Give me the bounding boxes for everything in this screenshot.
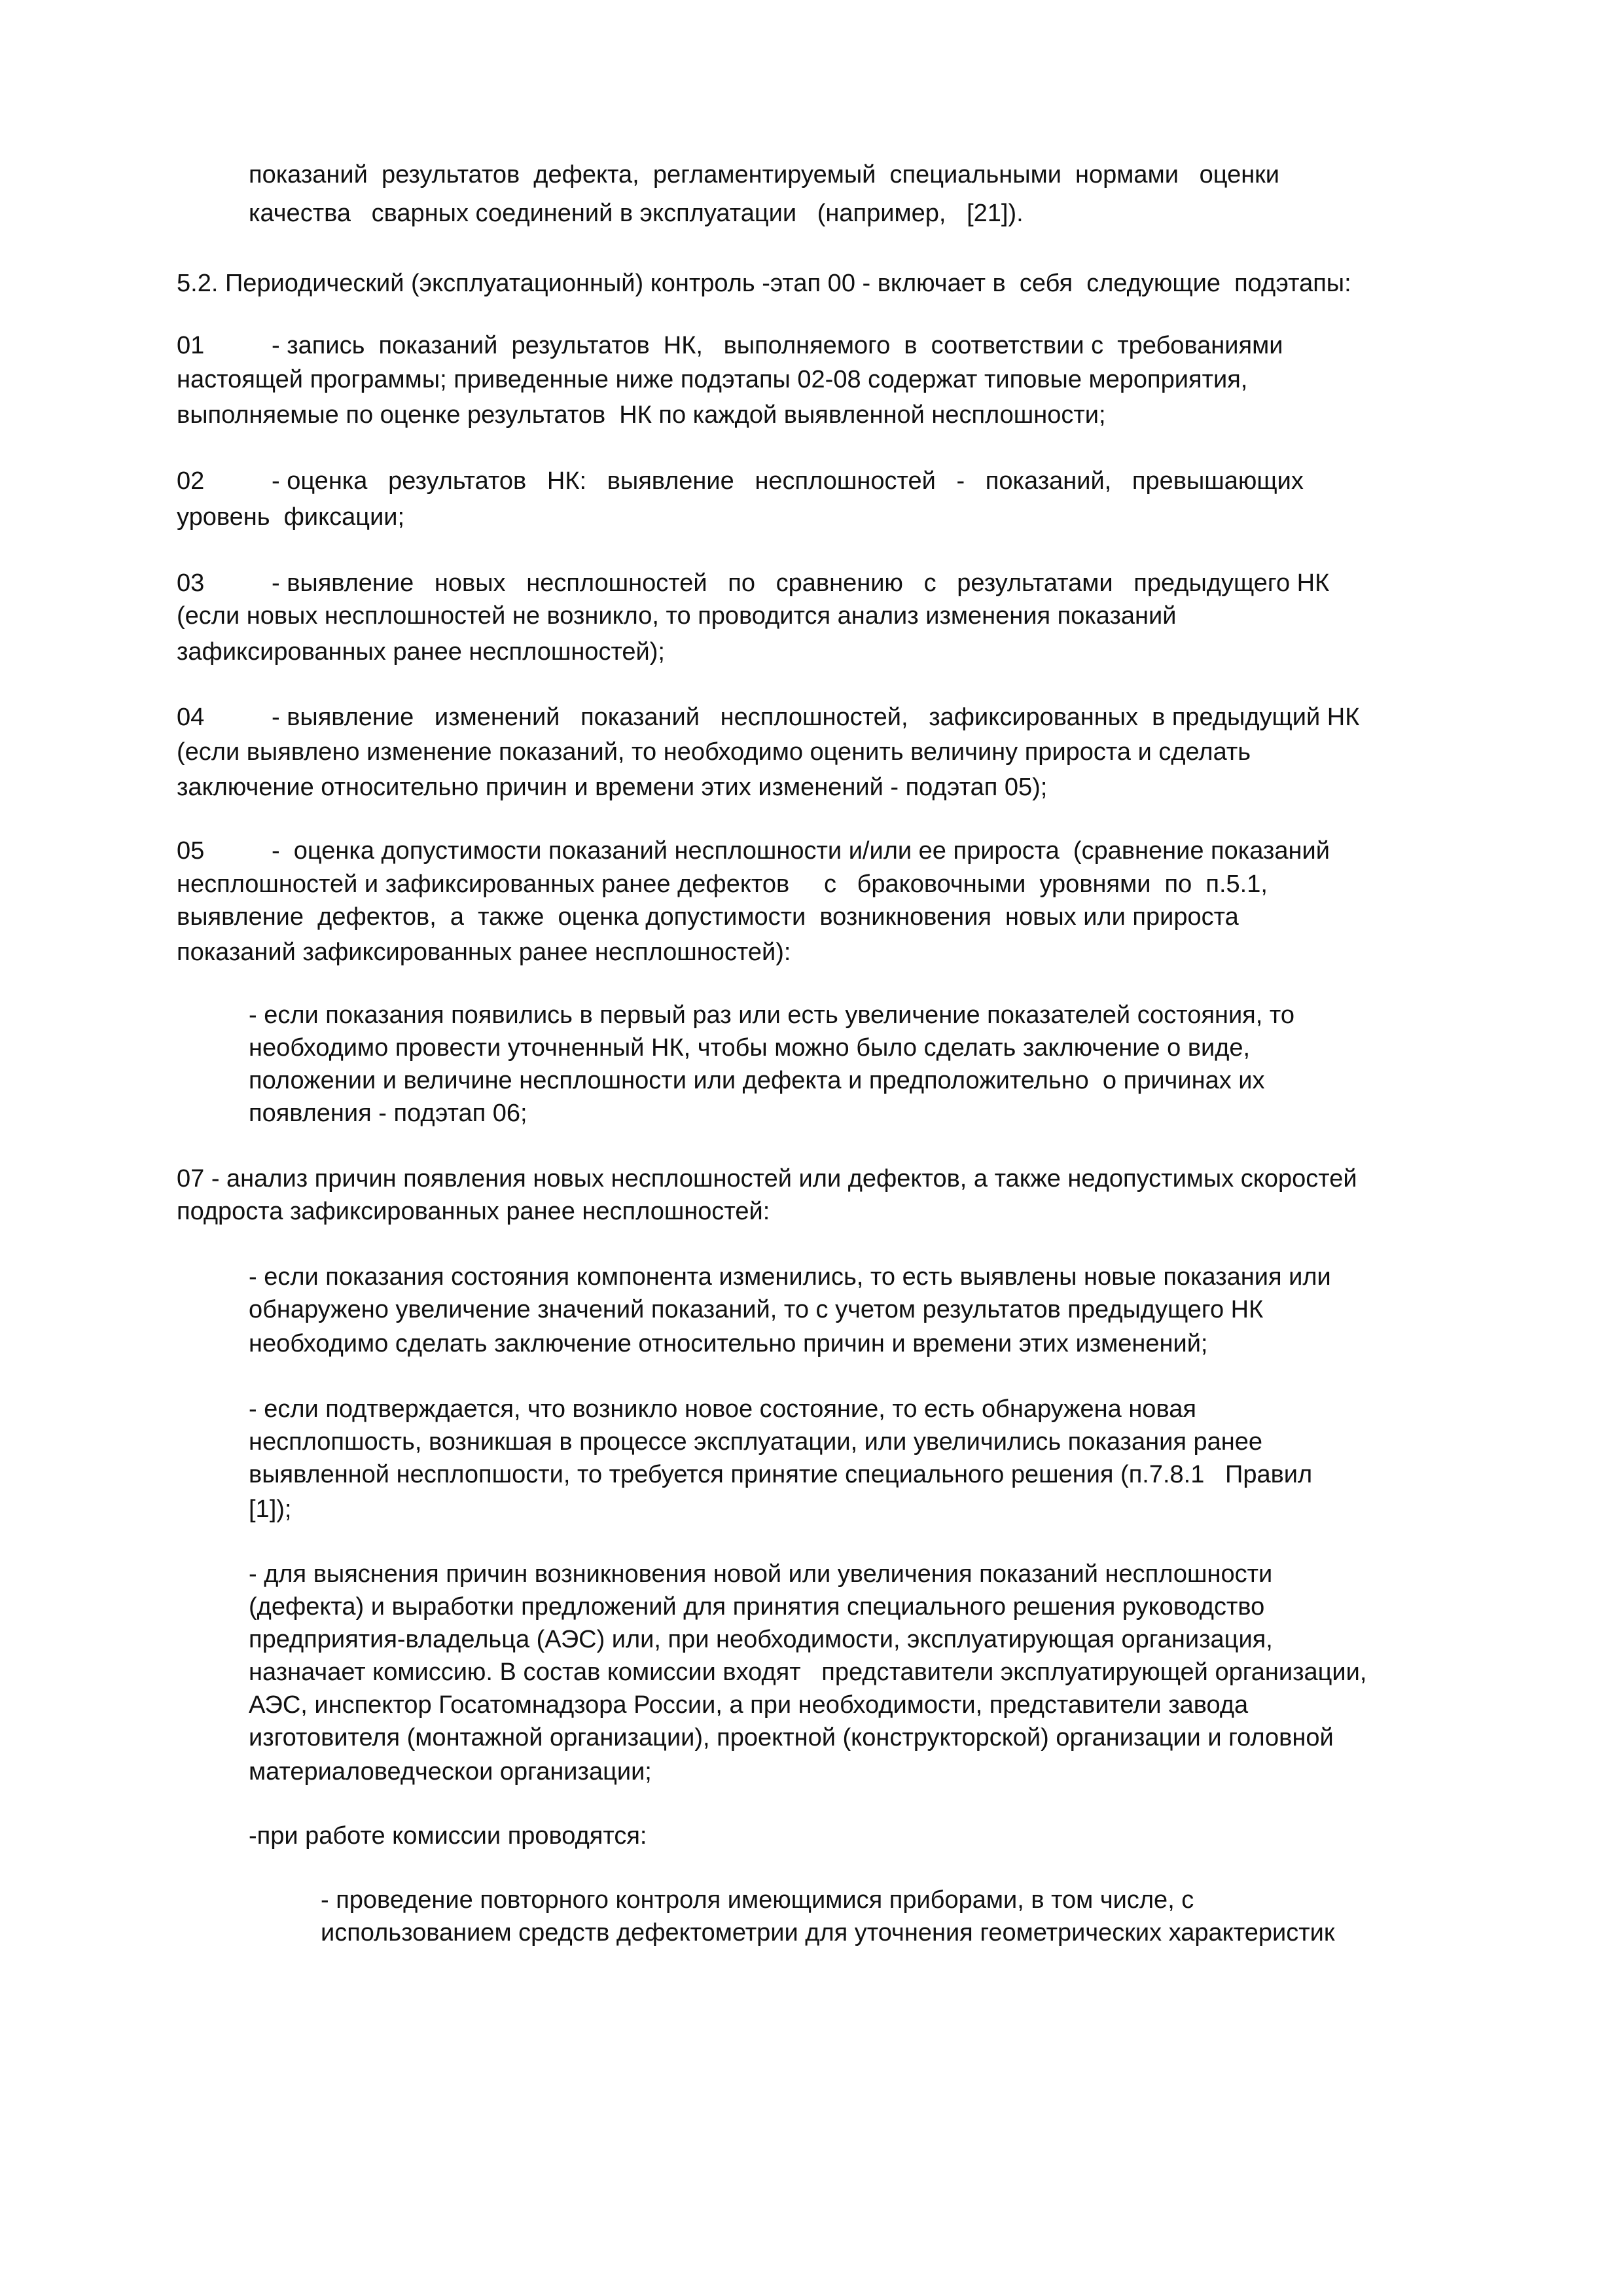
text-line: - выявление изменений показаний несплошностей, зафиксированных в предыдущий НК — [272, 704, 1360, 731]
text-line: выполняемые по оценке результатов НК по каждой выявленной несплошности; — [177, 401, 1106, 429]
text-line: (если выявлено изменение показаний, то необходимо оценить величину прироста и сделать — [177, 738, 1251, 766]
text-line: изготовителя (монтажной организации), проектной (конструкторской) организации и головной — [249, 1724, 1334, 1751]
text-line: (дефекта) и выработки предложений для принятия специального решения руководство — [249, 1593, 1265, 1621]
text-line: - оценка результатов НК: выявление несплошностей - показаний, превышающих — [272, 467, 1304, 495]
text-line: (если новых несплошностей не возникло, то проводится анализ изменения показаний — [177, 602, 1177, 630]
text-line: обнаружено увеличение значений показаний, то с учетом результатов предыдущего НК — [249, 1296, 1264, 1323]
item-number: 03 — [177, 569, 205, 597]
item-number: 01 — [177, 332, 205, 359]
text-line: необходимо сделать заключение относительно причин и времени этих изменений; — [249, 1330, 1208, 1357]
text-line: - если подтверждается, что возникло новое состояние, то есть обнаружена новая — [249, 1395, 1196, 1423]
text-line: подроста зафиксированных ранее несплошностей: — [177, 1198, 770, 1225]
text-line: предприятия-владельца (АЭС) или, при необходимости, эксплуатирующая организация, — [249, 1626, 1273, 1653]
item-number: 04 — [177, 704, 205, 731]
text-line: несплошностей и зафиксированных ранее дефектов с браковочными уровнями по п.5.1, — [177, 870, 1268, 898]
text-line: - выявление новых несплошностей по сравнению с результатами предыдущего НК — [272, 569, 1330, 597]
text-line: - оценка допустимости показаний несплошности и/или ее прироста (сравнение показаний — [272, 837, 1330, 865]
text-line: заключение относительно причин и времени этих изменений - подэтап 05); — [177, 774, 1048, 801]
text-line: качества сварных соединений в эксплуатации (например, [21]). — [249, 200, 1024, 227]
text-line: выявление дефектов, а также оценка допустимости возникновения новых или прироста — [177, 903, 1239, 931]
item-number: 05 — [177, 837, 205, 865]
text-line: использованием средств дефектометрии для уточнения геометрических характеристик — [321, 1919, 1335, 1946]
text-line: появления - подэтап 06; — [249, 1100, 527, 1127]
text-line: назначает комиссию. В состав комиссии входят представители эксплуатирующей организации, — [249, 1659, 1367, 1686]
text-line: - если показания состояния компонента изменились, то есть выявлены новые показания или — [249, 1263, 1331, 1291]
text-line: -при работе комиссии проводятся: — [249, 1822, 647, 1850]
text-line: - если показания появились в первый раз или есть увеличение показателей состояния, то — [249, 1001, 1294, 1029]
text-line: показаний зафиксированных ранее несплошностей): — [177, 939, 791, 966]
text-line: - запись показаний результатов НК, выполняемого в соответствии с требованиями — [272, 332, 1283, 359]
text-line: показаний результатов дефекта, регламентируемый специальными нормами оценки — [249, 161, 1280, 188]
text-line: зафиксированных ранее несплошностей); — [177, 638, 665, 666]
text-line: АЭС, инспектор Госатомнадзора России, а при необходимости, представители завода — [249, 1691, 1249, 1719]
text-line: уровень фиксации; — [177, 503, 405, 531]
section-heading: 5.2. Периодический (эксплуатационный) контроль -этап 00 - включает в себя следующие подэтапы: — [177, 270, 1351, 297]
text-line: - для выяснения причин возникновения новой или увеличения показаний несплошности — [249, 1560, 1273, 1588]
text-line: необходимо провести уточненный НК, чтобы можно было сделать заключение о виде, — [249, 1034, 1251, 1062]
text-line: 07 - анализ причин появления новых несплошностей или дефектов, а также недопустимых скоростей — [177, 1165, 1357, 1193]
text-line: - проведение повторного контроля имеющимися приборами, в том числе, с — [321, 1886, 1194, 1914]
text-line: настоящей программы; приведенные ниже подэтапы 02-08 содержат типовые мероприятия, — [177, 366, 1248, 393]
item-number: 02 — [177, 467, 205, 495]
text-line: материаловедческои организации; — [249, 1758, 652, 1785]
text-line: [1]); — [249, 1496, 292, 1523]
text-line: выявленной несплопшости, то требуется принятие специального решения (п.7.8.1 Правил — [249, 1461, 1313, 1488]
text-line: несплопшость, возникшая в процессе эксплуатации, или увеличились показания ранее — [249, 1428, 1262, 1456]
text-line: положении и величине несплошности или дефекта и предположительно о причинах их — [249, 1067, 1265, 1094]
